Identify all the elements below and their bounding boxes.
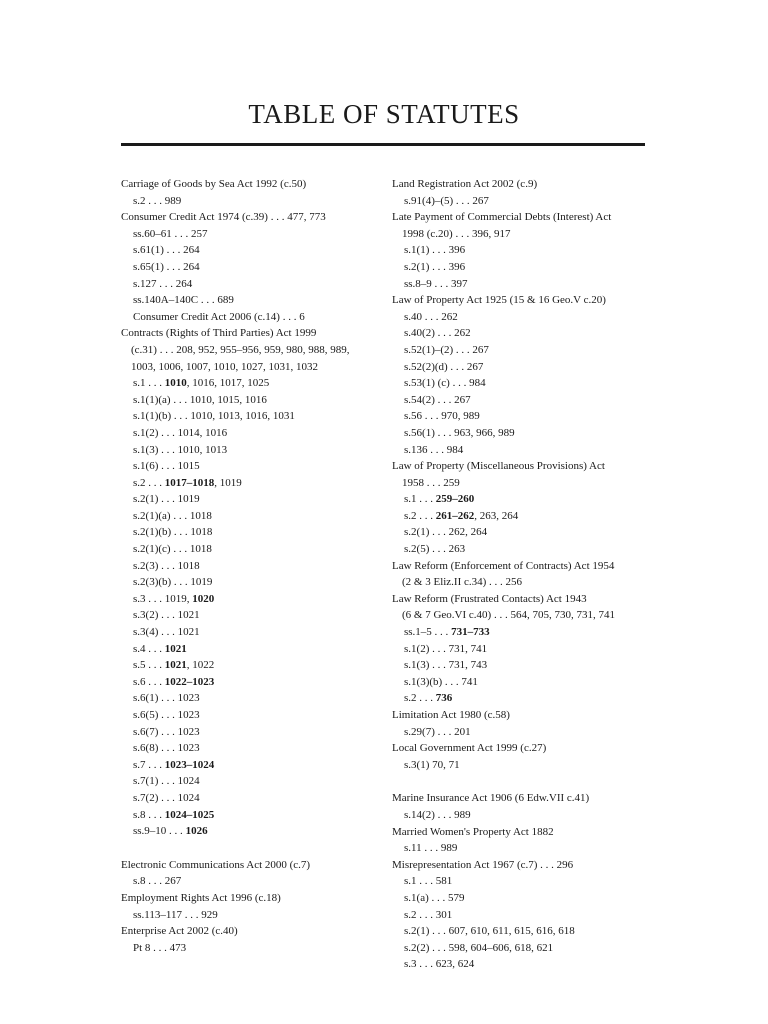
entry-text: 1003, 1006, 1007, 1010, 1027, 1031, 1032 bbox=[131, 360, 318, 373]
section-reference bbox=[392, 807, 647, 824]
left-column bbox=[121, 176, 376, 956]
entry-text: s.7 . . . bbox=[133, 758, 165, 771]
entry-text: s.2(1) . . . 396 bbox=[404, 260, 466, 273]
section-reference bbox=[121, 940, 376, 957]
section-reference bbox=[121, 524, 376, 541]
section-reference bbox=[121, 773, 376, 790]
section-reference bbox=[392, 193, 647, 210]
entry-text: s.2 . . . bbox=[404, 692, 436, 705]
entry-text: s.1(3) . . . 731, 743 bbox=[404, 659, 488, 672]
entry-text: s.6(8) . . . 1023 bbox=[133, 742, 200, 755]
entry-text: Consumer Credit Act 1974 (c.39) . . . 477, 773 bbox=[121, 211, 326, 224]
section-reference bbox=[121, 309, 376, 326]
section-reference bbox=[392, 342, 647, 359]
section-reference bbox=[121, 442, 376, 459]
section-reference bbox=[392, 375, 647, 392]
entry-text: (6 & 7 Geo.VI c.40) . . . 564, 705, 730, 731, 741 bbox=[402, 609, 615, 622]
entry-text: s.7(2) . . . 1024 bbox=[133, 791, 200, 804]
entry-text: ss.113–117 . . . 929 bbox=[133, 908, 218, 921]
entry-text: Limitation Act 1980 (c.58) bbox=[392, 709, 510, 721]
entry-text: Enterprise Act 2002 (c.40) bbox=[121, 925, 238, 938]
section-reference bbox=[121, 724, 376, 741]
entry-text: Employment Rights Act 1996 (c.18) bbox=[121, 891, 281, 904]
section-reference bbox=[121, 242, 376, 259]
section-reference bbox=[392, 408, 647, 425]
entry-text: s.5 . . . bbox=[133, 659, 165, 672]
entry-text-suffix: , 1019 bbox=[214, 476, 242, 489]
entry-text: s.14(2) . . . 989 bbox=[404, 808, 471, 821]
entry-text: s.8 . . . 267 bbox=[133, 875, 182, 888]
entry-text: s.56 . . . 970, 989 bbox=[404, 410, 480, 423]
section-reference bbox=[392, 325, 647, 342]
entry-text: s.6(1) . . . 1023 bbox=[133, 692, 200, 705]
entry-text: s.7(1) . . . 1024 bbox=[133, 775, 200, 788]
entry-text: s.53(1) (c) . . . 984 bbox=[404, 377, 486, 390]
section-reference bbox=[121, 226, 376, 243]
section-reference bbox=[121, 458, 376, 475]
section-reference bbox=[392, 359, 647, 376]
entry-text: s.2(1)(b) . . . 1018 bbox=[133, 526, 213, 539]
section-reference bbox=[392, 757, 647, 774]
section-reference bbox=[392, 242, 647, 259]
section-reference bbox=[121, 392, 376, 409]
entry-text: s.3 . . . 1019, bbox=[133, 592, 193, 605]
statute-title bbox=[121, 857, 376, 874]
entry-text: s.2(3) . . . 1018 bbox=[133, 559, 200, 572]
entry-text: s.3 . . . 623, 624 bbox=[404, 958, 475, 971]
section-reference bbox=[392, 907, 647, 924]
entry-text: s.52(1)–(2) . . . 267 bbox=[404, 343, 489, 356]
section-reference bbox=[392, 392, 647, 409]
section-reference bbox=[392, 259, 647, 276]
section-reference bbox=[121, 259, 376, 276]
section-reference bbox=[121, 674, 376, 691]
statute-title bbox=[121, 325, 376, 342]
entry-text: Law of Property Act 1925 (15 & 16 Geo.V c.20) bbox=[392, 294, 606, 307]
entry-text: s.56(1) . . . 963, 966, 989 bbox=[404, 426, 515, 439]
entry-text: s.2(2) . . . 598, 604–606, 618, 621 bbox=[404, 941, 554, 954]
entry-text: s.1 . . . bbox=[404, 493, 436, 506]
section-reference bbox=[392, 508, 647, 525]
section-reference bbox=[121, 657, 376, 674]
entry-text: s.2 . . . 301 bbox=[404, 908, 453, 921]
section-reference bbox=[121, 591, 376, 608]
section-reference bbox=[121, 790, 376, 807]
entry-text: ss.8–9 . . . 397 bbox=[404, 277, 468, 290]
entry-text-suffix: , 263, 264 bbox=[474, 509, 519, 522]
entry-text: s.54(2) . . . 267 bbox=[404, 393, 471, 406]
section-reference bbox=[392, 491, 647, 508]
section-reference bbox=[121, 491, 376, 508]
entry-text: s.1 . . . bbox=[133, 377, 165, 390]
section-reference bbox=[121, 558, 376, 575]
statute-title bbox=[392, 707, 647, 724]
section-reference bbox=[121, 907, 376, 924]
section-reference bbox=[121, 823, 376, 840]
statute-title bbox=[121, 209, 376, 226]
section-reference bbox=[392, 956, 647, 973]
section-reference bbox=[121, 475, 376, 492]
entry-text: Electronic Communications Act 2000 (c.7) bbox=[121, 858, 311, 871]
entry-text: s.1(6) . . . 1015 bbox=[133, 460, 200, 473]
section-spacer bbox=[121, 840, 376, 857]
section-reference bbox=[121, 574, 376, 591]
entry-text: (c.31) . . . 208, 952, 955–956, 959, 980, 988, 989, bbox=[131, 343, 350, 356]
section-reference bbox=[121, 690, 376, 707]
statute-title bbox=[392, 824, 647, 841]
principal-page-reference: 1023–1024 bbox=[164, 758, 215, 771]
entry-text: Law Reform (Frustrated Contacts) Act 1943 bbox=[392, 592, 587, 605]
entry-text: s.40(2) . . . 262 bbox=[404, 327, 471, 340]
right-column bbox=[392, 176, 647, 973]
section-reference bbox=[121, 408, 376, 425]
principal-page-reference: 259–260 bbox=[435, 493, 475, 506]
entry-text: s.2(1) . . . 607, 610, 611, 615, 616, 618 bbox=[404, 925, 575, 938]
entry-text: s.2(1) . . . 1019 bbox=[133, 493, 200, 506]
principal-page-reference: 731–733 bbox=[451, 626, 490, 639]
entry-text: s.1(3) . . . 1010, 1013 bbox=[133, 443, 228, 456]
section-spacer bbox=[392, 773, 647, 790]
principal-page-reference: 1010 bbox=[164, 377, 187, 390]
entry-text-suffix: , 1022 bbox=[186, 659, 215, 672]
section-reference bbox=[121, 641, 376, 658]
entry-text: s.6(5) . . . 1023 bbox=[133, 709, 200, 721]
section-reference bbox=[121, 508, 376, 525]
entry-text: s.2(5) . . . 263 bbox=[404, 543, 466, 556]
principal-page-reference: 736 bbox=[435, 692, 453, 705]
entry-text: Marine Insurance Act 1906 (6 Edw.VII c.41) bbox=[392, 792, 590, 805]
entry-text: s.1(a) . . . 579 bbox=[404, 891, 465, 904]
title-rule bbox=[121, 143, 645, 146]
entry-text: s.1(2) . . . 731, 741 bbox=[404, 642, 488, 655]
statute-title-continuation bbox=[392, 475, 647, 492]
entry-text: s.1(1) . . . 396 bbox=[404, 244, 466, 257]
entry-text: s.2 . . . bbox=[404, 509, 436, 522]
section-reference bbox=[392, 724, 647, 741]
entry-text: s.6(7) . . . 1023 bbox=[133, 725, 200, 738]
entry-text: Law Reform (Enforcement of Contracts) Act 1954 bbox=[392, 559, 615, 572]
entry-text: s.127 . . . 264 bbox=[133, 277, 193, 290]
entry-text: Late Payment of Commercial Debts (Interest) Act bbox=[392, 211, 612, 224]
entry-text: Pt 8 . . . 473 bbox=[133, 941, 187, 954]
section-reference bbox=[392, 641, 647, 658]
entry-text: s.2(1) . . . 262, 264 bbox=[404, 526, 488, 539]
principal-page-reference: 1021 bbox=[164, 642, 187, 655]
entry-text: Consumer Credit Act 2006 (c.14) . . . 6 bbox=[133, 310, 305, 323]
statute-title bbox=[392, 790, 647, 807]
entry-text: s.11 . . . 989 bbox=[404, 842, 458, 855]
entry-text: s.2(1)(a) . . . 1018 bbox=[133, 509, 212, 522]
section-reference bbox=[121, 740, 376, 757]
entry-text: s.52(2)(d) . . . 267 bbox=[404, 360, 484, 373]
section-reference bbox=[392, 657, 647, 674]
section-reference bbox=[121, 607, 376, 624]
statute-title-continuation bbox=[392, 574, 647, 591]
section-reference bbox=[392, 923, 647, 940]
statute-title bbox=[392, 591, 647, 608]
entry-text: ss.140A–140C . . . 689 bbox=[133, 294, 234, 307]
statute-title bbox=[392, 857, 647, 874]
section-reference bbox=[121, 541, 376, 558]
section-reference bbox=[121, 757, 376, 774]
entry-text: Contracts (Rights of Third Parties) Act 1999 bbox=[121, 327, 317, 340]
entry-text: s.8 . . . bbox=[133, 808, 165, 821]
entry-text: s.2 . . . 989 bbox=[133, 194, 182, 207]
entry-text: Law of Property (Miscellaneous Provisions) Act bbox=[392, 460, 605, 473]
entry-text: s.1(3)(b) . . . 741 bbox=[404, 675, 478, 688]
entry-text: s.1(1)(a) . . . 1010, 1015, 1016 bbox=[133, 393, 267, 406]
entry-text: Local Government Act 1999 (c.27) bbox=[392, 742, 547, 755]
section-reference bbox=[392, 674, 647, 691]
entry-text: Misrepresentation Act 1967 (c.7) . . . 296 bbox=[392, 858, 574, 871]
principal-page-reference: 261–262 bbox=[435, 509, 475, 522]
section-reference bbox=[121, 807, 376, 824]
entry-text-suffix: , 1016, 1017, 1025 bbox=[186, 377, 270, 390]
entry-text: s.40 . . . 262 bbox=[404, 310, 458, 323]
entry-text: s.61(1) . . . 264 bbox=[133, 244, 200, 257]
entry-text: s.3(2) . . . 1021 bbox=[133, 609, 200, 622]
section-reference bbox=[121, 873, 376, 890]
entry-text: s.2(1)(c) . . . 1018 bbox=[133, 543, 212, 556]
section-reference bbox=[392, 541, 647, 558]
section-reference bbox=[121, 375, 376, 392]
entry-text: Land Registration Act 2002 (c.9) bbox=[392, 178, 538, 190]
section-reference bbox=[392, 276, 647, 293]
statute-title bbox=[392, 176, 647, 193]
statute-title-continuation bbox=[121, 359, 376, 376]
entry-text: s.29(7) . . . 201 bbox=[404, 725, 471, 738]
section-reference bbox=[121, 292, 376, 309]
section-reference bbox=[392, 309, 647, 326]
principal-page-reference: 1022–1023 bbox=[164, 675, 215, 688]
section-reference bbox=[392, 940, 647, 957]
entry-text: s.6 . . . bbox=[133, 675, 165, 688]
section-reference bbox=[392, 873, 647, 890]
entry-text: 1998 (c.20) . . . 396, 917 bbox=[402, 227, 511, 240]
entry-text: s.65(1) . . . 264 bbox=[133, 260, 200, 273]
section-reference bbox=[392, 442, 647, 459]
section-reference bbox=[392, 624, 647, 641]
entry-text: Carriage of Goods by Sea Act 1992 (c.50) bbox=[121, 178, 307, 190]
section-reference bbox=[121, 425, 376, 442]
section-reference bbox=[121, 276, 376, 293]
section-reference bbox=[392, 840, 647, 857]
entry-text: s.136 . . . 984 bbox=[404, 443, 464, 456]
entry-text: s.1 . . . 581 bbox=[404, 875, 453, 888]
entry-text: Married Women's Property Act 1882 bbox=[392, 825, 554, 838]
entry-text: s.4 . . . bbox=[133, 642, 165, 655]
statute-title bbox=[392, 740, 647, 757]
statute-title-continuation bbox=[121, 342, 376, 359]
entry-text: s.2 . . . bbox=[133, 476, 165, 489]
section-reference bbox=[392, 690, 647, 707]
entry-text: s.1(2) . . . 1014, 1016 bbox=[133, 426, 228, 439]
statute-title-continuation bbox=[392, 226, 647, 243]
entry-text: ss.9–10 . . . bbox=[133, 825, 186, 838]
entry-text: s.3(4) . . . 1021 bbox=[133, 626, 200, 639]
statute-title bbox=[392, 209, 647, 226]
principal-page-reference: 1017–1018 bbox=[164, 476, 215, 489]
section-reference bbox=[121, 193, 376, 210]
section-reference bbox=[392, 890, 647, 907]
statute-title bbox=[121, 890, 376, 907]
statute-title bbox=[392, 558, 647, 575]
entry-text: s.1(1)(b) . . . 1010, 1013, 1016, 1031 bbox=[133, 410, 295, 423]
section-reference bbox=[392, 524, 647, 541]
entry-text: 1958 . . . 259 bbox=[402, 476, 460, 489]
section-reference bbox=[121, 707, 376, 724]
entry-text: (2 & 3 Eliz.II c.34) . . . 256 bbox=[402, 576, 523, 589]
entry-text: s.3(1) 70, 71 bbox=[404, 758, 460, 771]
statute-title-continuation bbox=[392, 607, 647, 624]
entry-text: ss.1–5 . . . bbox=[404, 626, 452, 639]
principal-page-reference: 1024–1025 bbox=[164, 808, 215, 821]
entry-text: s.91(4)–(5) . . . 267 bbox=[404, 194, 489, 207]
principal-page-reference: 1026 bbox=[185, 825, 208, 838]
statute-title bbox=[392, 458, 647, 475]
entry-text: ss.60–61 . . . 257 bbox=[133, 227, 208, 240]
principal-page-reference: 1021 bbox=[164, 659, 187, 672]
statute-title bbox=[392, 292, 647, 309]
section-reference bbox=[392, 425, 647, 442]
entry-text: s.2(3)(b) . . . 1019 bbox=[133, 576, 213, 589]
page-title: TABLE OF STATUTES bbox=[248, 99, 520, 129]
principal-page-reference: 1020 bbox=[192, 592, 215, 605]
statute-title bbox=[121, 923, 376, 940]
statute-title bbox=[121, 176, 376, 193]
section-reference bbox=[121, 624, 376, 641]
